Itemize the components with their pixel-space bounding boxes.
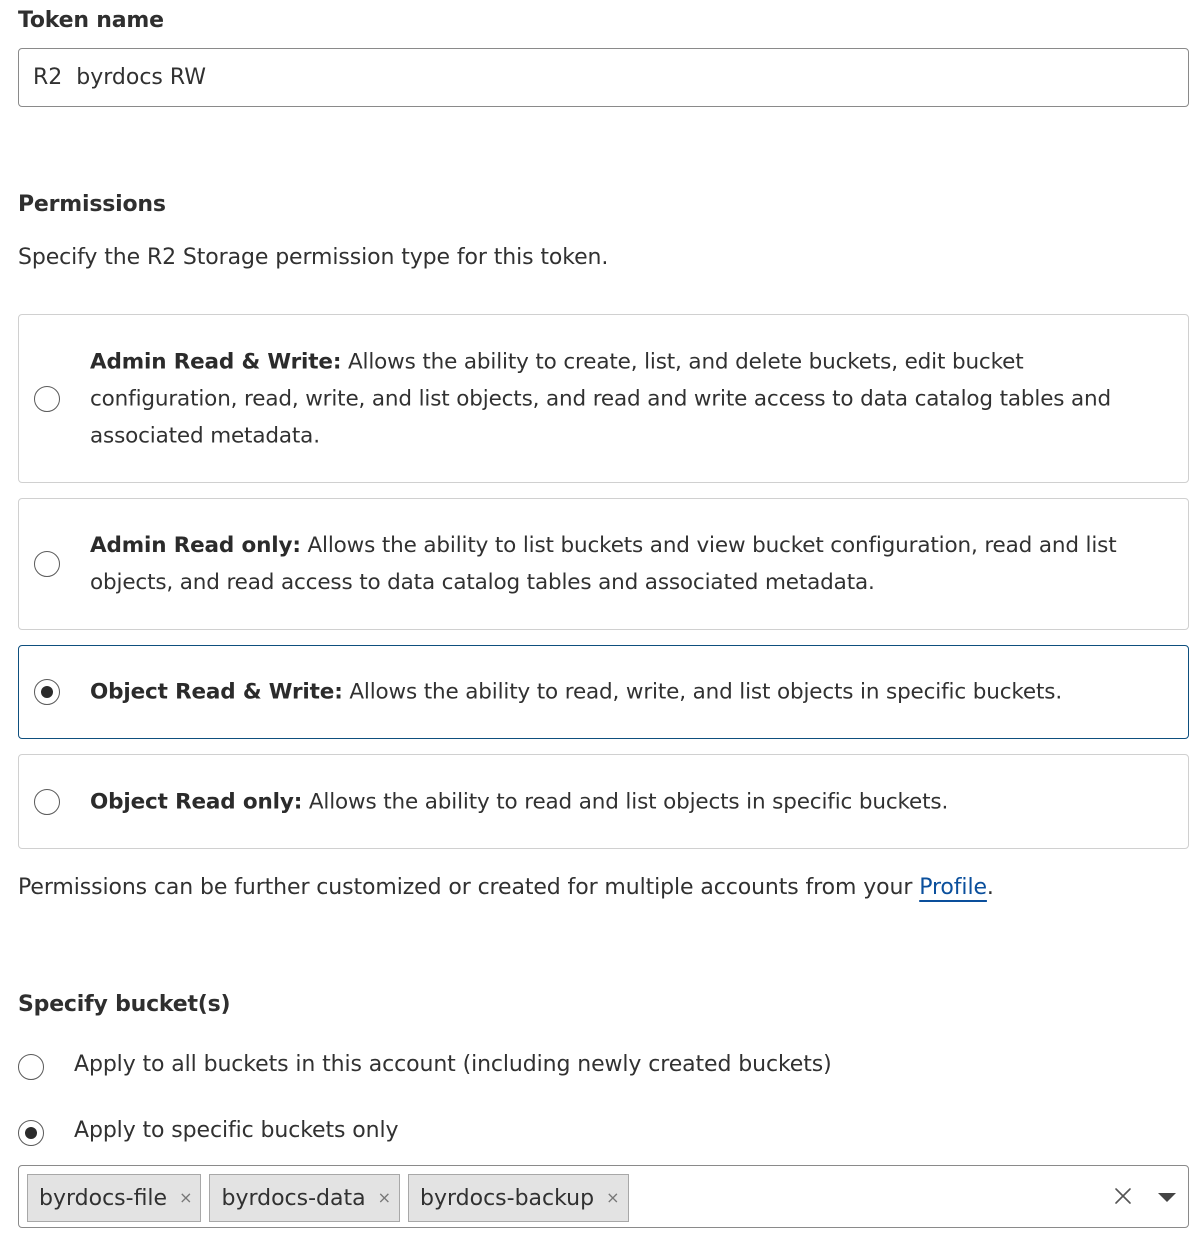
- permission-option-title: Admin Read & Write:: [90, 349, 342, 374]
- permission-option-description: Allows the ability to list buckets and view bucket configuration, read and list objects, and read access to data catalog tables and associated metadata.: [90, 533, 1117, 595]
- bucket-chip: [209, 1174, 400, 1222]
- radio-admin-read-only[interactable]: [34, 551, 60, 577]
- remove-chip-icon[interactable]: ×: [606, 1188, 620, 1207]
- radio-admin-read-write[interactable]: [34, 386, 60, 412]
- caret-down-icon[interactable]: [1156, 1190, 1178, 1204]
- permission-option-admin-read-only[interactable]: [18, 498, 1189, 630]
- permissions-title: Permissions: [18, 192, 166, 217]
- radio-scope-all[interactable]: [18, 1054, 44, 1080]
- radio-scope-specific[interactable]: [18, 1120, 44, 1146]
- permissions-note-suffix: .: [986, 875, 994, 900]
- bucket-chip-label: byrdocs-data: [221, 1185, 366, 1211]
- permission-option-description: Allows the ability to read and list objects in specific buckets.: [302, 789, 949, 814]
- permission-option-object-read-write[interactable]: [18, 645, 1189, 739]
- permission-option-text: [90, 674, 1166, 711]
- permission-option-object-read-only[interactable]: [18, 754, 1189, 849]
- permissions-note: [18, 875, 994, 900]
- bucket-chip: [408, 1174, 628, 1222]
- token-name-input[interactable]: [18, 48, 1189, 107]
- scope-all-buckets-option[interactable]: [18, 1052, 1018, 1082]
- permission-option-admin-read-write[interactable]: [18, 314, 1189, 483]
- radio-object-read-only[interactable]: [34, 789, 60, 815]
- bucket-chip-label: byrdocs-file: [39, 1185, 168, 1211]
- scope-specific-buckets-option[interactable]: [18, 1118, 1018, 1148]
- specify-buckets-title: Specify bucket(s): [18, 992, 231, 1017]
- permissions-note-text: Permissions can be further customized or created for multiple accounts from your: [18, 875, 920, 900]
- remove-chip-icon[interactable]: ×: [377, 1188, 392, 1207]
- permission-option-description: Allows the ability to create, list, and delete buckets, edit bucket configuration, read, write, and list objects, and read and write access to data catalog tables and associated metadata.: [90, 349, 1112, 448]
- profile-link[interactable]: Profile: [919, 875, 987, 900]
- permission-option-description: Allows the ability to read, write, and list objects in specific buckets.: [342, 679, 1063, 705]
- permission-option-text: [90, 343, 1166, 454]
- remove-chip-icon[interactable]: ×: [179, 1188, 193, 1207]
- bucket-chip: [27, 1174, 201, 1222]
- scope-specific-label: Apply to specific buckets only: [74, 1118, 399, 1143]
- permission-option-title: Admin Read only:: [90, 533, 301, 558]
- scope-all-label: Apply to all buckets in this account (including newly created buckets): [74, 1052, 832, 1077]
- bucket-chip-label: byrdocs-backup: [420, 1185, 595, 1211]
- token-name-label: Token name: [18, 8, 164, 33]
- bucket-chips: [27, 1174, 629, 1222]
- permission-option-text: [90, 783, 1166, 820]
- permissions-description: Specify the R2 Storage permission type for this token.: [18, 245, 609, 270]
- permission-option-title: Object Read & Write:: [90, 679, 343, 705]
- close-icon[interactable]: [1111, 1184, 1135, 1208]
- bucket-multiselect[interactable]: [18, 1165, 1189, 1228]
- radio-object-read-write[interactable]: [34, 679, 60, 705]
- permission-option-text: [90, 527, 1166, 601]
- permission-option-title: Object Read only:: [90, 789, 303, 814]
